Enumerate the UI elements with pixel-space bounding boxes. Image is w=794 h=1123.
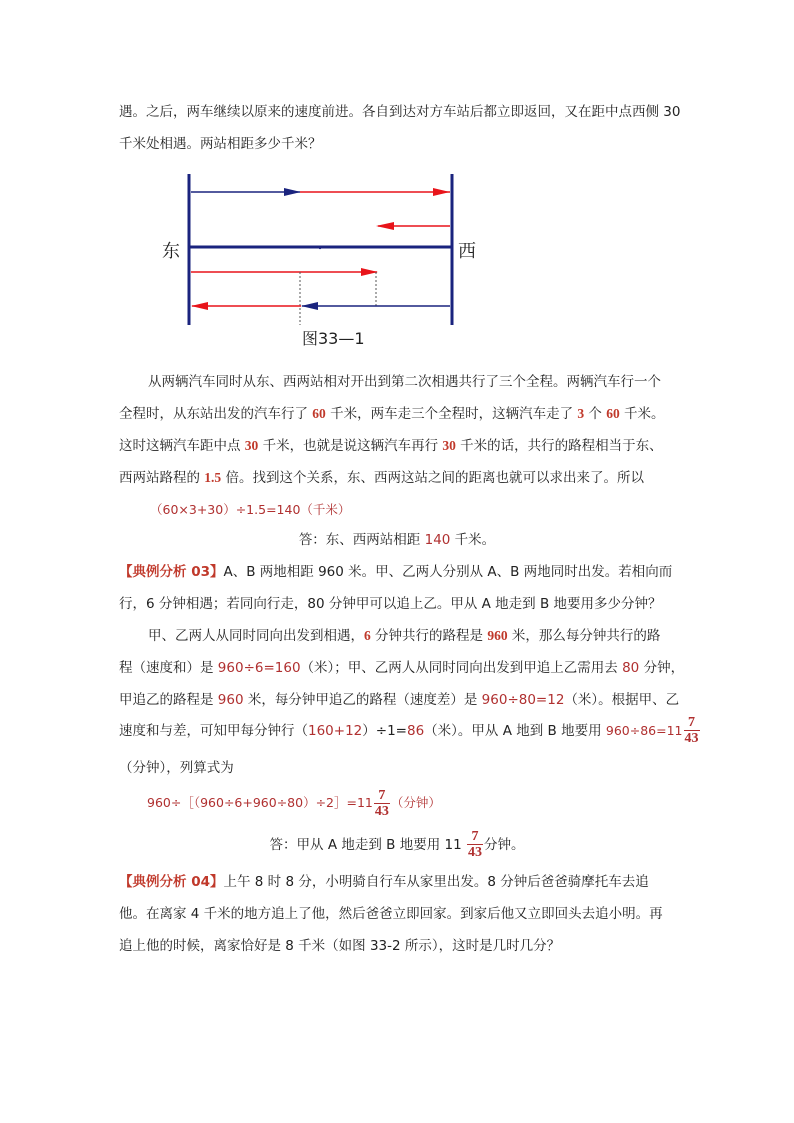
ex4-question-1: 【典例分析 04】上午 8 时 8 分，小明骑自行车从家里出发。8 分钟后爸爸骑摩托车去追 bbox=[119, 874, 649, 890]
ex3-sol-line-4: 速度和与差，可知甲每分钟行（160+12）÷1=86（米）。甲从 A 地到 B 地要用 960÷86=11 $\frac{7}{43}$ bbox=[119, 715, 699, 746]
sol1-formula: （60×3+30）÷1.5=140（千米） bbox=[150, 502, 351, 517]
label-east: 东 bbox=[162, 241, 180, 262]
ex3-tag: 【典例分析 03】 bbox=[119, 564, 224, 580]
label-west: 西 bbox=[458, 241, 476, 262]
sol1-line-1: 从两辆汽车同时从东、西两站相对开出到第二次相遇共行了三个全程。两辆汽车行一个 bbox=[148, 374, 661, 390]
ex4-tag: 【典例分析 04】 bbox=[119, 874, 224, 890]
intro-line-2: 千米处相遇。两站相距多少千米？ bbox=[119, 136, 322, 152]
intro-line-1: 遇。之后，两车继续以原来的速度前进。各自到达对方车站后都立即返回，又在距中点西侧 30 bbox=[119, 104, 681, 120]
ex3-sol-line-3: 甲追乙的路程是 960 米，每分钟甲追乙的路程（速度差）是 960÷80=12（米）。根据甲、乙 bbox=[119, 692, 680, 708]
fraction-7-43: $\frac{7}{43}$ bbox=[684, 715, 699, 746]
ex3-question-1: 【典例分析 03】A、B 两地相距 960 米。甲、乙两人分别从 A、B 两地同时出发。若相向而 bbox=[119, 564, 673, 580]
ex3-question-2: 行，6 分钟相遇；若同向行走，80 分钟甲可以追上乙。甲从 A 地走到 B 地要用多少分钟？ bbox=[119, 596, 662, 612]
sol1-line-2: 全程时，从东站出发的汽车行了 60 千米，两车走三个全程时，这辆汽车走了 3 个 60 千米。 bbox=[119, 406, 665, 422]
ex3-formula: 960÷［（960÷6+960÷80）÷2］=11 $\frac{7}{43}$ （分钟） bbox=[147, 787, 441, 819]
ex4-question-2: 他。在离家 4 千米的地方追上了他，然后爸爸立即回家。到家后他又立即回头去追小明。再 bbox=[119, 906, 663, 922]
ex3-sol-line-2: 程（速度和）是 960÷6=160（米）；甲、乙两人从同时同向出发到甲追上乙需用去 80 分钟， bbox=[119, 660, 685, 676]
figure-caption: 图33—1 bbox=[302, 329, 365, 348]
ex3-sol-line-1: 甲、乙两人从同时同向出发到相遇，6 分钟共行的路程是 960 米，那么每分钟共行的路 bbox=[148, 628, 661, 644]
ex3-answer: 答：甲从 A 地走到 B 地要用 11 $\frac{7}{43}$ 分钟。 bbox=[269, 829, 525, 860]
sol1-line-3: 这时这辆汽车距中点 30 千米，也就是说这辆汽车再行 30 千米的话，共行的路程相当于东、 bbox=[119, 438, 663, 454]
ex3-sol-line-5: （分钟），列算式为 bbox=[119, 760, 234, 776]
ex4-question-3: 追上他的时候，离家恰好是 8 千米（如图 33-2 所示），这时是几时几分？ bbox=[119, 938, 561, 954]
sol1-answer: 答：东、西两站相距 140 千米。 bbox=[298, 532, 496, 548]
figure-33-1 bbox=[150, 168, 490, 353]
sol1-line-4: 西两站路程的 1.5 倍。找到这个关系，东、西两这站之间的距离也就可以求出来了。所以 bbox=[119, 470, 644, 486]
